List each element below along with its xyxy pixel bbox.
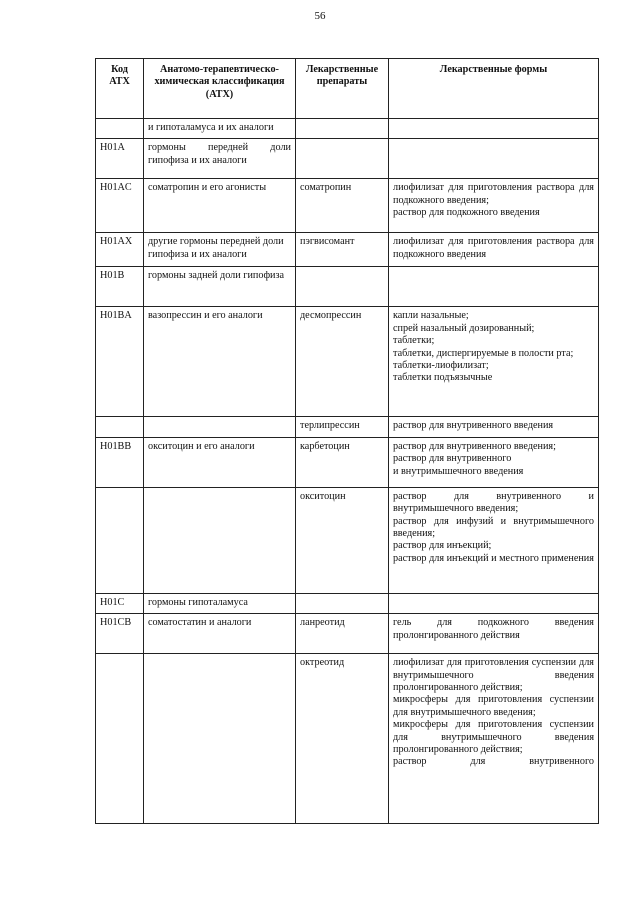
form-item: раствор для внутривенного введения bbox=[393, 420, 554, 432]
cell-forms bbox=[389, 417, 599, 437]
form-item: раствор для внутривенного bbox=[393, 453, 512, 465]
form-item: капли назальные; bbox=[393, 310, 469, 322]
header-classification: Анатомо-терапевтическо-химическая классификация (АТХ) bbox=[144, 59, 296, 119]
form-item: раствор для инфузий и внутримышечного введения; bbox=[393, 515, 594, 540]
cell-drug: соматропин bbox=[296, 179, 389, 233]
cell-code: H01AX bbox=[96, 233, 144, 267]
cell-classification: другие гормоны передней доли гипофиза и их аналоги bbox=[144, 233, 296, 267]
cell-classification: вазопрессин и его аналоги bbox=[144, 307, 296, 417]
cell-forms bbox=[389, 654, 599, 824]
cell-code bbox=[96, 487, 144, 593]
table-row bbox=[96, 267, 599, 307]
table-row bbox=[96, 593, 599, 613]
table-row bbox=[96, 139, 599, 179]
cell-forms bbox=[389, 593, 599, 613]
form-item: спрей назальный дозированный; bbox=[393, 322, 535, 334]
form-item: таблетки; bbox=[393, 335, 435, 347]
cell-forms bbox=[389, 614, 599, 654]
cell-classification: гормоны передней доли гипофиза и их аналоги bbox=[144, 139, 296, 179]
cell-classification: и гипоталамуса и их аналоги bbox=[144, 119, 296, 139]
table-row bbox=[96, 487, 599, 593]
cell-code: H01CB bbox=[96, 614, 144, 654]
cell-classification: соматропин и его агонисты bbox=[144, 179, 296, 233]
form-item: таблетки подъязычные bbox=[393, 372, 493, 384]
form-item: раствор для внутривенного и внутримышечного введения; bbox=[393, 490, 594, 515]
cell-drug: октреотид bbox=[296, 654, 389, 824]
cell-classification: соматостатин и аналоги bbox=[144, 614, 296, 654]
cell-drug: карбетоцин bbox=[296, 437, 389, 487]
cell-forms bbox=[389, 139, 599, 179]
form-item: раствор для внутривенного bbox=[393, 756, 594, 768]
cell-classification: гормоны гипоталамуса bbox=[144, 593, 296, 613]
cell-classification bbox=[144, 487, 296, 593]
form-item: раствор для инъекций и местного применения bbox=[393, 552, 594, 564]
cell-forms bbox=[389, 437, 599, 487]
cell-forms bbox=[389, 307, 599, 417]
form-item: таблетки, диспергируемые в полости рта; bbox=[393, 347, 574, 359]
form-item: таблетки-лиофилизат; bbox=[393, 360, 489, 372]
form-item: гель для подкожного введения пролонгированного действия bbox=[393, 617, 594, 641]
cell-drug: окситоцин bbox=[296, 487, 389, 593]
cell-drug: ланреотид bbox=[296, 614, 389, 654]
cell-code: H01B bbox=[96, 267, 144, 307]
cell-code: H01AC bbox=[96, 179, 144, 233]
header-code: Код АТХ bbox=[96, 59, 144, 119]
table-row bbox=[96, 233, 599, 267]
form-item: и внутримышечного введения bbox=[393, 465, 524, 477]
cell-code bbox=[96, 119, 144, 139]
cell-code bbox=[96, 654, 144, 824]
form-item: микросферы для приготовления суспензии для внутримышечного введения пролонгированного действия; bbox=[393, 719, 594, 756]
cell-classification bbox=[144, 417, 296, 437]
cell-drug bbox=[296, 267, 389, 307]
header-forms: Лекарственные формы bbox=[389, 59, 599, 119]
cell-drug: десмопрессин bbox=[296, 307, 389, 417]
form-item: микросферы для приготовления суспензии для внутримышечного введения; bbox=[393, 694, 594, 718]
form-item: лиофилизат для приготовления раствора для подкожного введения; bbox=[393, 182, 594, 206]
cell-forms bbox=[389, 179, 599, 233]
table-row bbox=[96, 179, 599, 233]
table-row bbox=[96, 614, 599, 654]
form-item: лиофилизат для приготовления раствора для подкожного введения bbox=[393, 236, 594, 260]
cell-code: H01C bbox=[96, 593, 144, 613]
page-number: 56 bbox=[314, 10, 326, 22]
atx-table bbox=[95, 58, 599, 824]
cell-code: H01A bbox=[96, 139, 144, 179]
cell-code bbox=[96, 417, 144, 437]
cell-classification: гормоны задней доли гипофиза bbox=[144, 267, 296, 307]
table-row bbox=[96, 119, 599, 139]
cell-drug: терлипрессин bbox=[296, 417, 389, 437]
table-header-row bbox=[96, 59, 599, 119]
table-row bbox=[96, 307, 599, 417]
cell-classification: окситоцин и его аналоги bbox=[144, 437, 296, 487]
cell-forms bbox=[389, 267, 599, 307]
cell-forms bbox=[389, 487, 599, 593]
form-item: лиофилизат для приготовления суспензии для внутримышечного введения пролонгированного действия; bbox=[393, 657, 594, 694]
cell-forms bbox=[389, 119, 599, 139]
cell-drug bbox=[296, 593, 389, 613]
form-item: раствор для внутривенного введения; bbox=[393, 440, 556, 452]
cell-code: H01BB bbox=[96, 437, 144, 487]
cell-drug bbox=[296, 139, 389, 179]
cell-drug bbox=[296, 119, 389, 139]
table-row bbox=[96, 437, 599, 487]
form-item: раствор для подкожного введения bbox=[393, 207, 540, 219]
table-row bbox=[96, 417, 599, 437]
cell-drug: пэгвисомант bbox=[296, 233, 389, 267]
cell-forms bbox=[389, 233, 599, 267]
header-preparations: Лекарственные препараты bbox=[296, 59, 389, 119]
cell-classification bbox=[144, 654, 296, 824]
cell-code: H01BA bbox=[96, 307, 144, 417]
table-row bbox=[96, 654, 599, 824]
form-item: раствор для инъекций; bbox=[393, 540, 492, 552]
